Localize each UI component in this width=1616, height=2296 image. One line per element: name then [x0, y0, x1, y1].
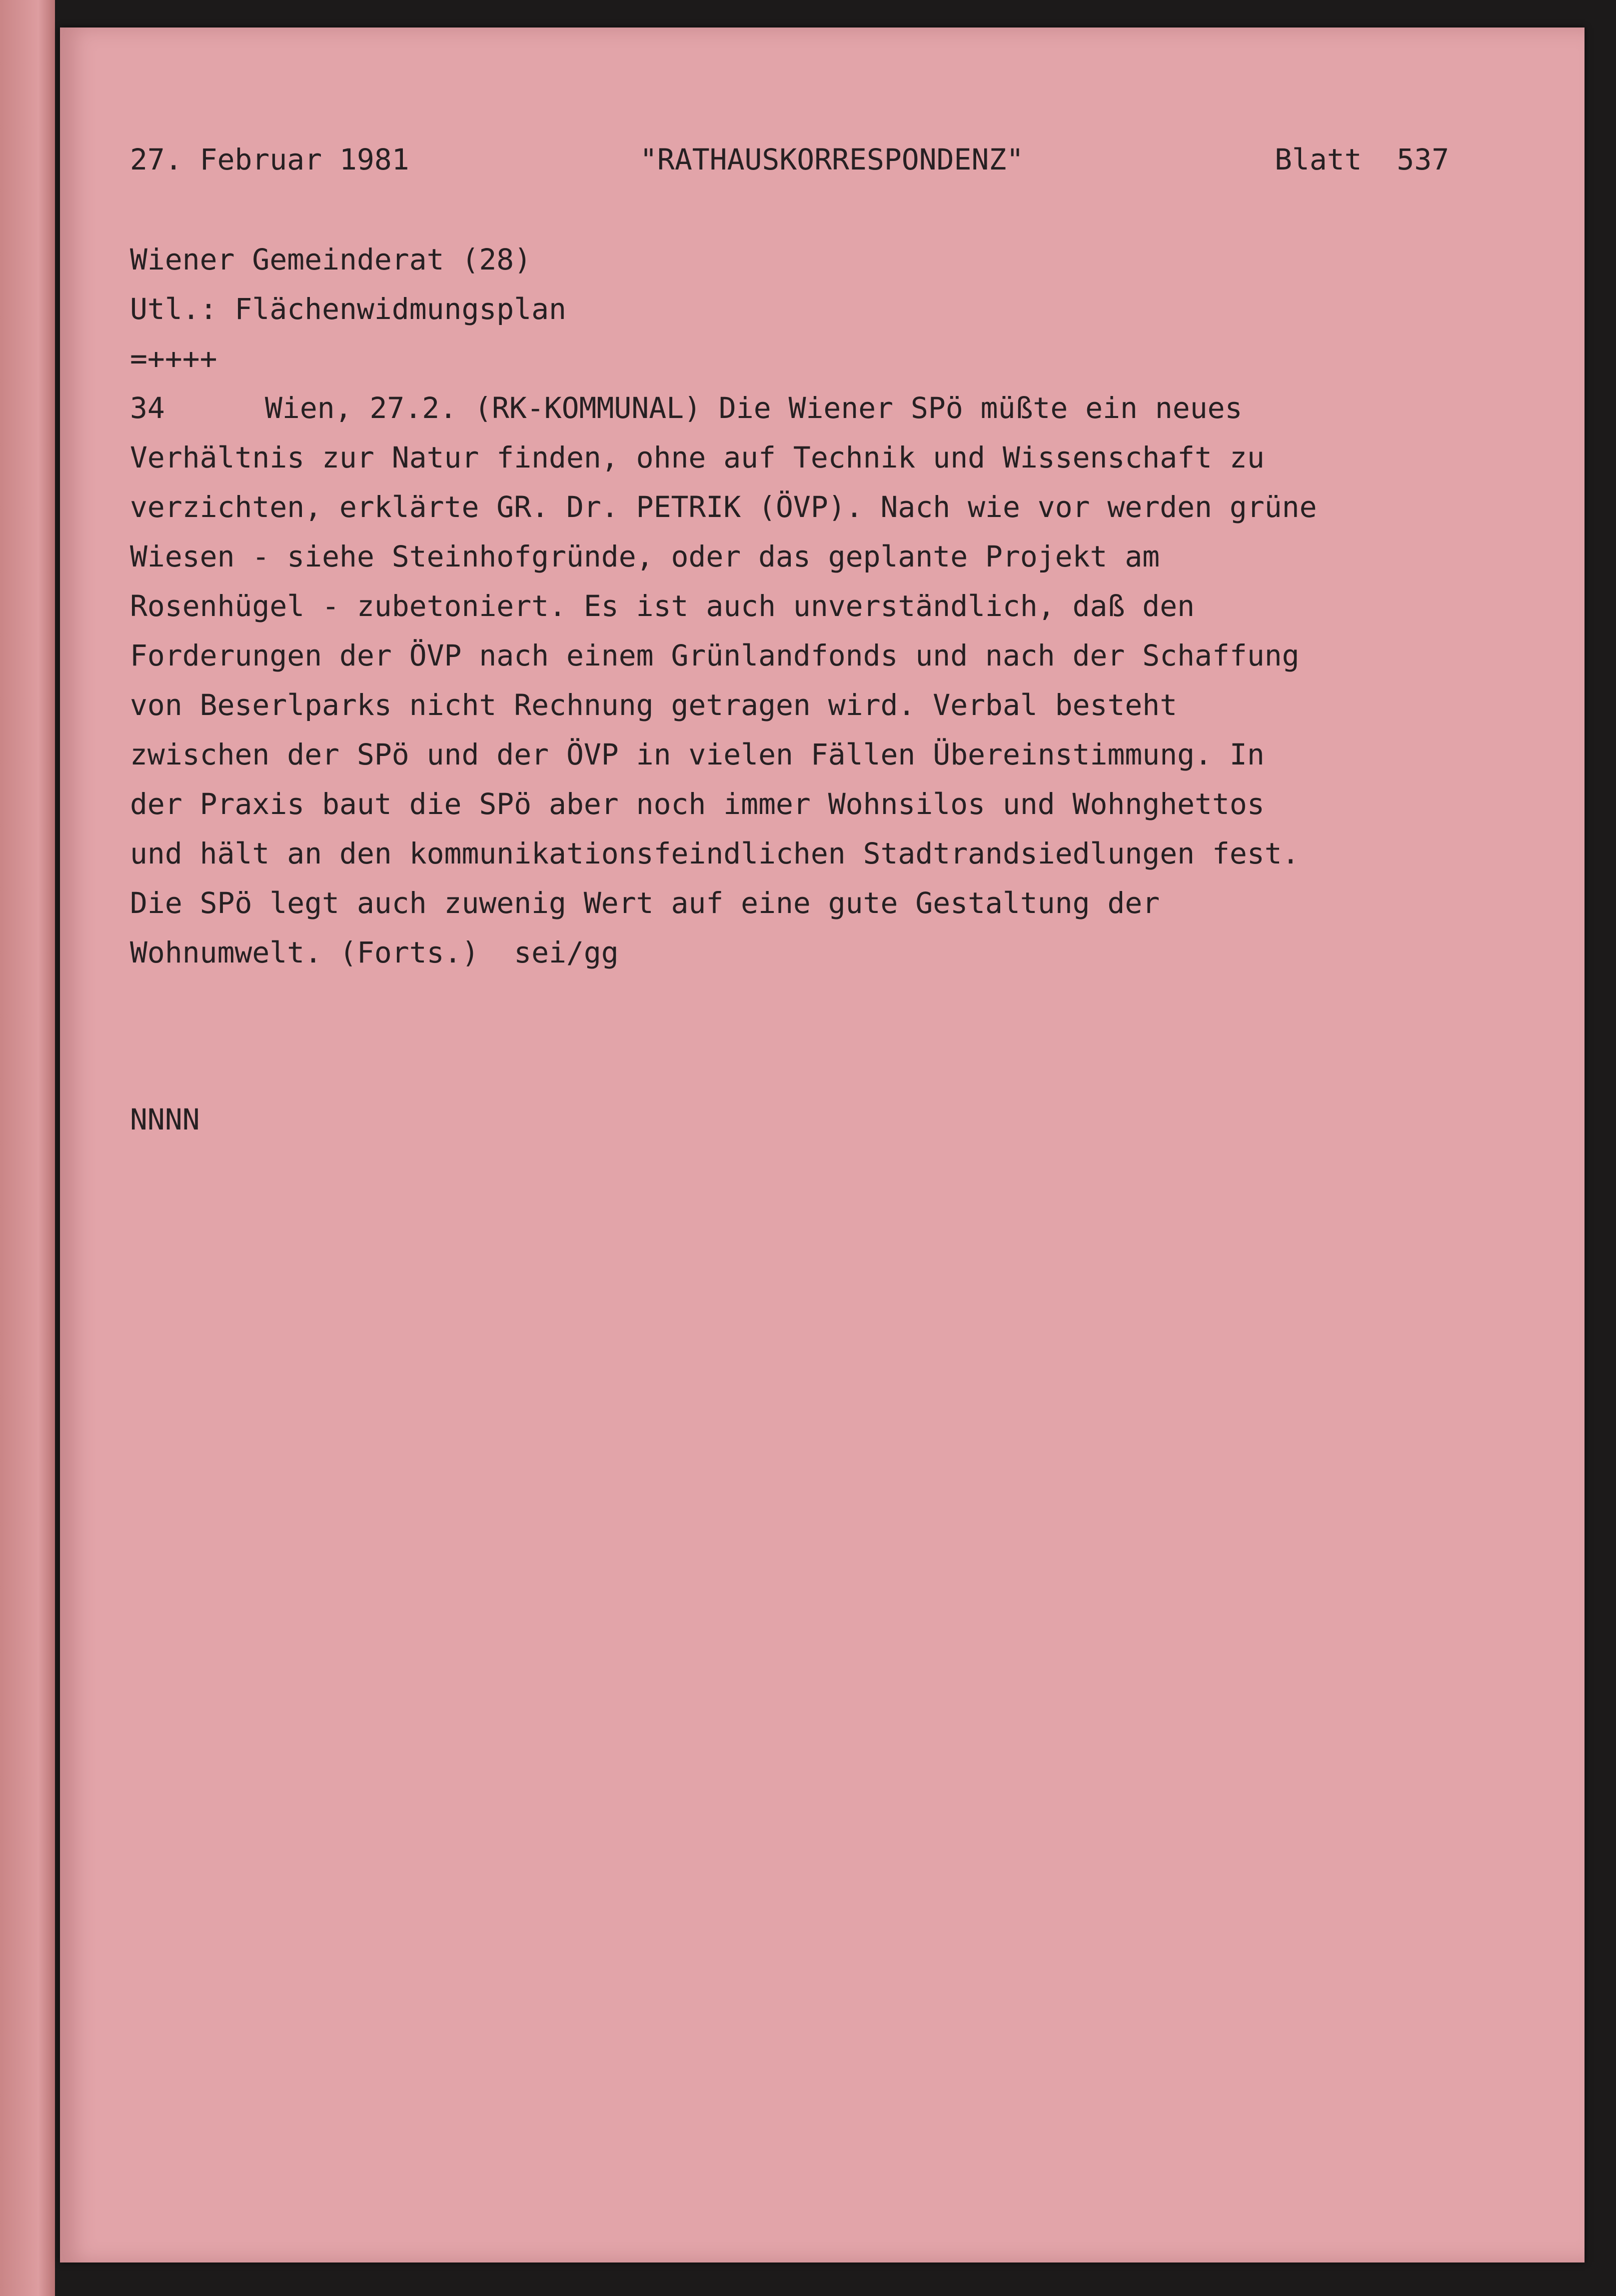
article-number: 34 [130, 391, 165, 425]
article-line: Rosenhügel - zubetoniert. Es ist auch unverständlich, daß den [130, 589, 1195, 623]
article-heading: Wiener Gemeinderat (28) [130, 242, 532, 276]
article-line: verzichten, erklärte GR. Dr. PETRIK (ÖVP). Nach wie vor werden grüne [130, 490, 1317, 524]
article-line: und hält an den kommunikationsfeindlichen Stadtrandsiedlungen fest. [130, 836, 1300, 870]
article-body [130, 235, 1530, 978]
article-separator: =++++ [130, 342, 217, 376]
article-line: Die SPö legt auch zuwenig Wert auf eine gute Gestaltung der [130, 886, 1160, 920]
article-line: Wohnumwelt. (Forts.) sei/gg [130, 936, 619, 970]
header-publication: "RATHAUSKORRESPONDENZ" [640, 142, 1024, 176]
article-line: Wiesen - siehe Steinhofgründe, oder das geplante Projekt am [130, 540, 1160, 574]
article-line: zwischen der SPö und der ÖVP in vielen Fällen Übereinstimmung. In [130, 738, 1265, 772]
article-line [130, 384, 1530, 433]
header-date: 27. Februar 1981 [130, 142, 409, 176]
signoff-mark: NNNN [130, 1102, 200, 1136]
header-sheet-number: Blatt 537 [1275, 142, 1450, 176]
document-page [60, 28, 1585, 2262]
article-subtitle: Utl.: Flächenwidmungsplan [130, 292, 566, 326]
adjacent-page-edge [0, 0, 55, 2296]
article-line: von Beserlparks nicht Rechnung getragen wird. Verbal besteht [130, 688, 1178, 722]
article-line: der Praxis baut die SPö aber noch immer Wohnsilos und Wohnghettos [130, 787, 1265, 821]
article-line: Verhältnis zur Natur finden, ohne auf Technik und Wissenschaft zu [130, 440, 1265, 474]
article-line: Forderungen der ÖVP nach einem Grünlandfonds und nach der Schaffung [130, 638, 1300, 672]
article-line-text: Wien, 27.2. (RK-KOMMUNAL) Die Wiener SPö müßte ein neues [265, 391, 1243, 425]
typed-text-layer [60, 28, 1585, 2262]
